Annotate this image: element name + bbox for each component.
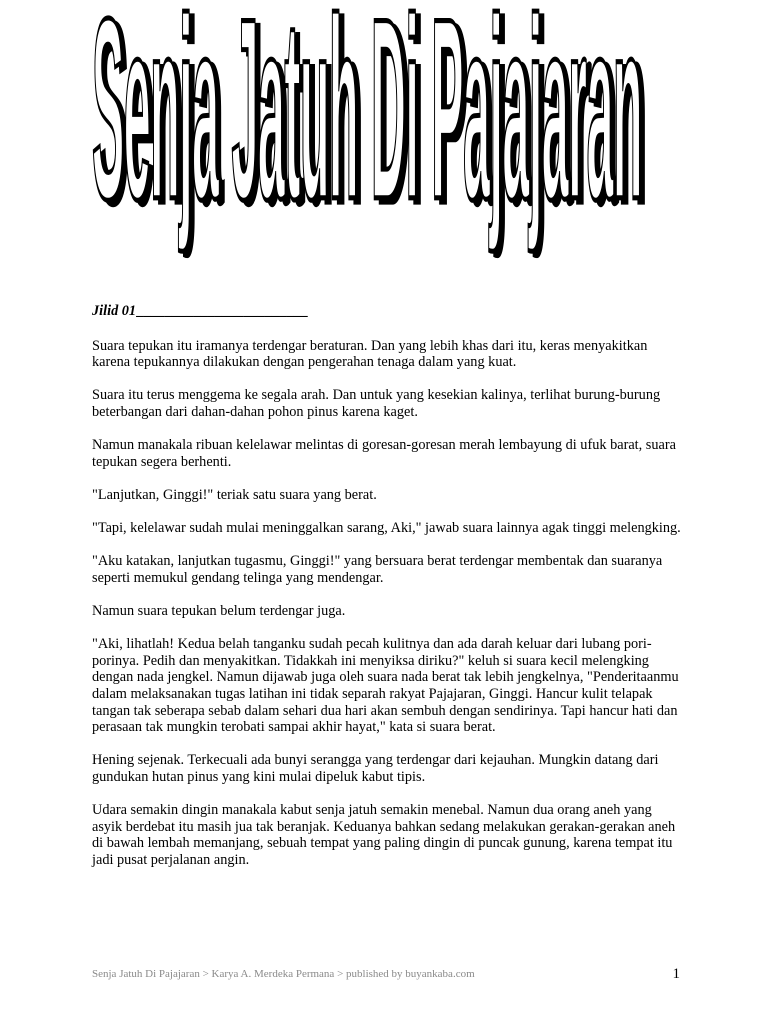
paragraph: Udara semakin dingin manakala kabut senja jatuh semakin menebal. Namun dua orang aneh yang asyik berdebat itu masih jua tak beranjak. Keduanya bahkan sedang melakukan gerakan-gerakan aneh di bawah lembah memanjang, sebuah tempat yang paling dingin di puncak gunung, karena tempat itu jadi pusat perjalanan angin. — [92, 802, 676, 868]
page-footer: Senja Jatuh Di Pajajaran > Karya A. Merdeka Permana > published by buyankaba.com — [92, 968, 475, 980]
paragraph: "Aku katakan, lanjutkan tugasmu, Ginggi!" yang bersuara berat terdengar membentak dan suaranya seperti memukul gendang telinga yang mendengar. — [92, 553, 663, 586]
paragraph: "Lanjutkan, Ginggi!" teriak satu suara yang berat. — [92, 486, 377, 503]
document-body — [92, 303, 682, 885]
chapter-label: Jilid 01 — [92, 303, 137, 319]
paragraph: Suara itu terus menggema ke segala arah. Dan untuk yang kesekian kalinya, terlihat burung-burung beterbangan dari dahan-dahan pohon pinus karena kaget. — [92, 387, 661, 420]
paragraph: Namun suara tepukan belum terdengar juga. — [92, 603, 346, 620]
title-wordart — [88, 0, 648, 268]
chapter-rule: ________________________ — [136, 303, 308, 319]
title-outline: Senja Jatuh Di Pajajaran — [92, 0, 642, 254]
document-title — [88, 0, 648, 268]
page-number: 1 — [672, 966, 680, 982]
paragraph: Namun manakala ribuan kelelawar melintas di goresan-goresan merah lembayung di ufuk barat, suara tepukan segera berhenti. — [92, 437, 676, 470]
paragraph: Suara tepukan itu iramanya terdengar beraturan. Dan yang lebih khas dari itu, keras menyakitkan karena tepukannya dilakukan dengan pengerahan tenaga dalam yang kuat. — [92, 337, 648, 371]
chapter-heading — [92, 303, 682, 320]
paragraph: "Aki, lihatlah! Kedua belah tanganku sudah pecah kulitnya dan ada darah keluar dari lubang pori-porinya. Pedih dan menyakitkan. Tidakkah ini menyiksa diriku?" keluh si suara kecil melengking dengan nada jengkel. Namun dijawab juga oleh suara nada berat tak lebih jengkelnya, "Penderitaanmu dalam melaksanakan tugas latihan ini tidak separah rakyat Pajajaran, Ginggi. Hancur kulit telapak tangan tak seberapa sebab dalam sehari dua hari akan sembuh dengan sendirinya. Tapi hancur hati dan perasaan tak mungkin terobati sampai akhir hayat," kata si suara berat. — [92, 636, 679, 736]
paragraph: "Tapi, kelelawar sudah mulai meninggalkan sarang, Aki," jawab suara lainnya agak tinggi melengking. — [92, 520, 681, 537]
paragraph: Hening sejenak. Terkecuali ada bunyi serangga yang terdengar dari kejauhan. Mungkin datang dari gundukan hutan pinus yang kini mulai dipeluk kabut tipis. — [92, 752, 659, 786]
title-shadow: Senja Jatuh Di Pajajaran — [97, 0, 647, 259]
